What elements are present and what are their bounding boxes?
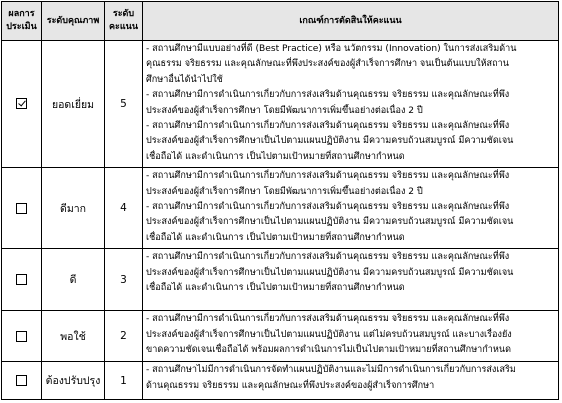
quality-level-cell: ยอดเยี่ยม <box>42 41 105 168</box>
criteria-line: ประสงค์ของผู้สำเร็จการศึกษาเป็นไปตามแผนปฏิบัติงาน มีความครบถ้วนสมบูรณ์ มีความชัดเจน <box>146 217 514 228</box>
table-header <box>2 2 559 41</box>
result-checkbox[interactable] <box>16 98 27 109</box>
criteria-line: ประสงค์ของผู้สำเร็จการศึกษา โดยมีพัฒนาการเพิ่มขึ้นอย่างต่อเนื่อง 2 ปี <box>146 105 423 116</box>
score-cell: 3 <box>105 249 143 311</box>
criteria-line: เชื่อถือได้ และดำเนินการ เป็นไปตามเป้าหมายที่สถานศึกษากำหนด <box>146 283 405 294</box>
result-cell <box>2 168 42 249</box>
header-criteria: เกณฑ์การตัดสินให้คะแนน <box>143 2 559 41</box>
result-checkbox[interactable] <box>16 203 27 214</box>
checkmark-icon <box>18 99 26 107</box>
header-quality-level: ระดับคุณภาพ <box>42 2 105 41</box>
result-checkbox[interactable] <box>16 331 27 342</box>
table-body <box>2 41 559 400</box>
criteria-cell <box>143 311 559 362</box>
criteria-cell <box>143 362 559 400</box>
table-row <box>2 311 559 362</box>
table-row <box>2 168 559 249</box>
criteria-line: ประสงค์ของผู้สำเร็จการศึกษาเป็นไปตามแผนปฏิบัติงาน มีความครบถ้วนสมบูรณ์ มีความชัดเจน <box>146 136 514 147</box>
criteria-line: - สถานศึกษามีการดำเนินการเกี่ยวกับการส่งเสริมด้านคุณธรรม จริยธรรม และคุณลักษณะที่พึง <box>146 171 510 182</box>
criteria-line: - สถานศึกษามีการดำเนินการเกี่ยวกับการส่งเสริมด้านคุณธรรม จริยธรรม และคุณลักษณะที่พึง <box>146 90 510 101</box>
criteria-line: - สถานศึกษาไม่มีการดำเนินการจัดทำแผนปฏิบัติงานและไม่มีการดำเนินการเกี่ยวกับการส่งเสริม <box>146 365 516 376</box>
header-result: ผลการประเมิน <box>2 2 42 41</box>
criteria-line: - สถานศึกษามีการดำเนินการเกี่ยวกับการส่งเสริมด้านคุณธรรม จริยธรรม และคุณลักษณะที่พึง <box>146 314 510 325</box>
table-row <box>2 41 559 168</box>
criteria-line: ศึกษาอื่นได้นำไปใช้ <box>146 74 223 85</box>
header-score: ระดับคะแนน <box>105 2 143 41</box>
result-checkbox[interactable] <box>16 375 27 386</box>
result-cell <box>2 311 42 362</box>
result-cell <box>2 362 42 400</box>
criteria-line: คุณธรรม จริยธรรม และคุณลักษณะที่พึงประสงค์ของผู้สำเร็จการศึกษา จนเป็นต้นแบบให้สถาน <box>146 59 509 70</box>
quality-level-cell: ดี <box>42 249 105 311</box>
quality-level-cell: ต้องปรับปรุง <box>42 362 105 400</box>
criteria-line: ประสงค์ของผู้สำเร็จการศึกษา โดยมีพัฒนาการเพิ่มขึ้นอย่างต่อเนื่อง 2 ปี <box>146 186 423 197</box>
criteria-line: - สถานศึกษามีแบบอย่างที่ดี (Best Practice) หรือ นวัตกรรม (Innovation) ในการส่งเสริมด้าน <box>146 44 517 54</box>
score-cell: 2 <box>105 311 143 362</box>
criteria-cell <box>143 41 559 168</box>
score-cell: 5 <box>105 41 143 168</box>
criteria-line: เชื่อถือได้ และดำเนินการ เป็นไปตามเป้าหมายที่สถานศึกษากำหนด <box>146 151 405 162</box>
result-cell <box>2 249 42 311</box>
criteria-line: เชื่อถือได้ และดำเนินการ เป็นไปตามเป้าหมายที่สถานศึกษากำหนด <box>146 232 405 243</box>
criteria-line: ขาดความชัดเจนเชื่อถือได้ พร้อมผลการดำเนินการไม่เป็นไปตามเป้าหมายที่สถานศึกษากำหนด <box>146 345 512 356</box>
table-row <box>2 362 559 400</box>
criteria-line: ด้านคุณธรรม จริยธรรม และคุณลักษณะที่พึงประสงค์ของผู้สำเร็จการศึกษา <box>146 380 435 391</box>
criteria-line: - สถานศึกษามีการดำเนินการเกี่ยวกับการส่งเสริมด้านคุณธรรม จริยธรรม และคุณลักษณะที่พึง <box>146 202 510 213</box>
result-checkbox[interactable] <box>16 274 27 285</box>
criteria-cell <box>143 168 559 249</box>
criteria-line: ประสงค์ของผู้สำเร็จการศึกษาเป็นไปตามแผนปฏิบัติงาน แต่ไม่ครบถ้วนสมบูรณ์ และบางเรื่องยัง <box>146 329 512 340</box>
header-row <box>2 2 559 41</box>
criteria-line: - สถานศึกษามีการดำเนินการเกี่ยวกับการส่งเสริมด้านคุณธรรม จริยธรรม และคุณลักษณะที่พึง <box>146 121 510 132</box>
quality-level-cell: ดีมาก <box>42 168 105 249</box>
result-cell <box>2 41 42 168</box>
criteria-line: - สถานศึกษามีการดำเนินการเกี่ยวกับการส่งเสริมด้านคุณธรรม จริยธรรม และคุณลักษณะที่พึง <box>146 252 510 263</box>
score-cell: 1 <box>105 362 143 400</box>
criteria-line: ประสงค์ของผู้สำเร็จการศึกษาเป็นไปตามแผนปฏิบัติงาน มีความครบถ้วนสมบูรณ์ มีความชัดเจน <box>146 267 514 278</box>
assessment-rubric-table <box>1 1 559 400</box>
quality-level-cell: พอใช้ <box>42 311 105 362</box>
criteria-cell <box>143 249 559 311</box>
table-row <box>2 249 559 311</box>
score-cell: 4 <box>105 168 143 249</box>
